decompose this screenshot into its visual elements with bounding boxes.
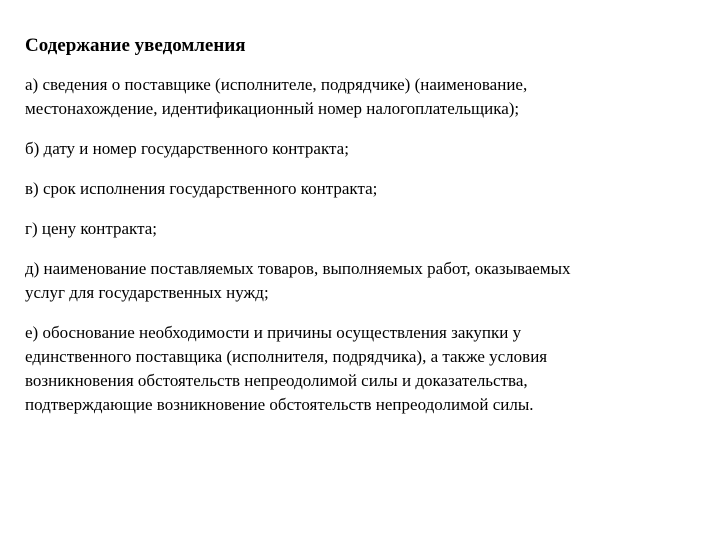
list-item-g: г) цену контракта; xyxy=(25,219,157,238)
page-title: Содержание уведомления xyxy=(25,35,246,56)
list-item-d: д) наименование поставляемых товаров, выполняемых работ, оказываемых услуг для государственных нужд; xyxy=(25,259,571,302)
list-item-a: а) сведения о поставщике (исполнителе, подрядчике) (наименование, местонахождение, идентификационный номер налогоплательщика); xyxy=(25,75,528,118)
list-item-v: в) срок исполнения государственного контракта; xyxy=(25,179,378,198)
list-item-e: е) обоснование необходимости и причины осуществления закупки у единственного поставщика (исполнителя, подрядчика), а также условия возникновения обстоятельств непреодолимой силы и доказательства, подтверждающие возникновение обстоятельств непреодолимой силы. xyxy=(25,323,548,414)
slide-content xyxy=(25,34,705,433)
list-item-b: б) дату и номер государственного контракта; xyxy=(25,139,349,158)
